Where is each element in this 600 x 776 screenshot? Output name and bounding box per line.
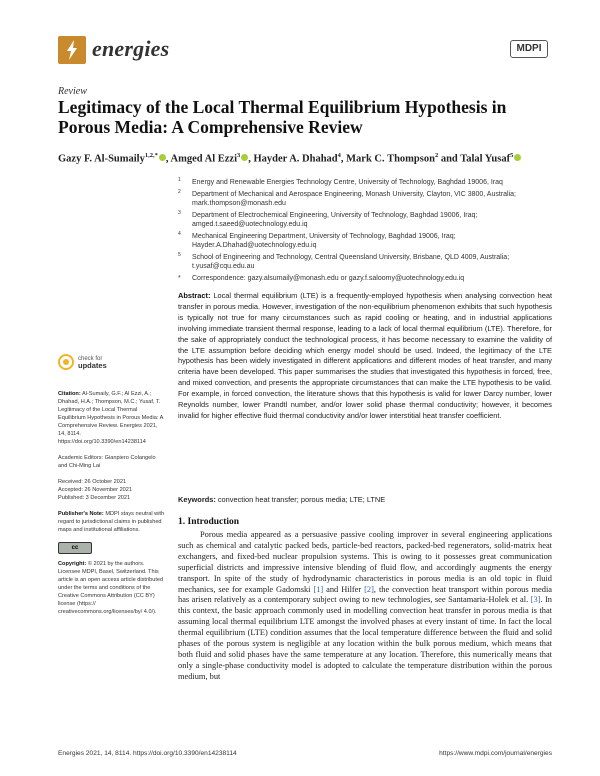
orcid-icon[interactable]	[159, 154, 166, 161]
article-type: Review	[58, 86, 87, 97]
author-name[interactable]: Amged Al Ezzi	[170, 153, 238, 165]
author-sup: 4	[337, 152, 341, 159]
author-name[interactable]: Mark C. Thompson	[346, 153, 435, 165]
citation-link[interactable]: [2]	[364, 584, 374, 594]
author-list: Gazy F. Al-Sumaily$^{1,2,*}$ , Amged Al Ezzi$^3$ , Hayder A. Dhahad$^4$, Mark C. Thompson$^2$ and Talal Yusaf$^5$	[58, 152, 558, 165]
abstract-text: Local thermal equilibrium (LTE) is a frequently-employed hypothesis when analysing convection heat transfer in porous media. However, investigation of the non-equilibrium phenomenon exhibits that such hypothesis is typically not true for many circumstances such as rapid cooling or heating, and in industrial applications involving immediate transient thermal response, leading to a lack of local thermal equilibrium (LTE). Therefore, for the sake of appropriately conduct the technological process, it has become necessary to examine the validity of the LTE assumption before deciding which energy model should be used. Indeed, the legitimacy of the LTE hypothesis has been widely investigated in different applications and different modes of heat transfer, and many criteria have been developed. This paper summarises the studies that investigated this hypothesis in forced, free, and mixed convection, and presents the appropriate circumstances that can make the LTE hypothesis to be valid. For example, in forced convection, the literature shows that this hypothesis is valid for lower Darcy number, lower Reynolds number, lower Prandtl number, and/or lower solid phase thermal conductivity; however, it becomes invalid for higher effective fluid thermal conductivity and/or lower interstitial heat transfer coefficient.	[178, 291, 552, 420]
citation-link[interactable]: [1]	[313, 584, 324, 594]
abstract	[178, 291, 552, 422]
abstract-label: Abstract:	[178, 291, 211, 300]
affiliation-item	[178, 253, 558, 271]
author-sup: 2	[434, 152, 439, 159]
correspondence-marker: *	[178, 274, 181, 282]
orcid-icon[interactable]	[241, 154, 248, 161]
cc-license-icon[interactable]: cc	[58, 542, 92, 554]
affiliation-number: 1	[178, 177, 181, 183]
affiliation-text: Mechanical Engineering Department, University of Technology, Baghdad 19006, Iraq; Hayder.A.Dhahad@uotechnology.edu.iq	[192, 232, 456, 249]
journal-header	[58, 34, 548, 74]
author-sup: 3	[237, 152, 241, 159]
author-name[interactable]: Talal Yusaf	[460, 153, 511, 165]
correspondence-item	[178, 274, 558, 283]
updates-label-top: check for	[78, 356, 103, 362]
page-footer	[58, 750, 552, 757]
affiliation-text: Department of Mechanical and Aerospace Engineering, Monash University, Clayton, VIC 3800, Australia; mark.thompson@monash.edu	[192, 190, 516, 207]
affiliation-number: 2	[178, 188, 181, 195]
publishers-note-text: MDPI stays neutral with regard to jurisdictional claims in published maps and institutional affiliations.	[58, 511, 165, 533]
section-heading-introduction: 1. Introduction	[178, 517, 240, 527]
intro-text: and Hilfer	[323, 584, 365, 594]
mdpi-logo[interactable]: MDPI	[510, 40, 548, 58]
affiliation-item	[178, 232, 558, 250]
affiliation-text: Department of Electrochemical Engineering, University of Technology, Baghdad 19006, Iraq; amged.t.saeed@uotechnology.edu.iq	[192, 211, 478, 228]
orcid-icon[interactable]	[514, 154, 521, 161]
affiliation-item	[178, 211, 558, 229]
journal-name: energies	[92, 36, 170, 61]
author-name[interactable]: Hayder A. Dhahad	[253, 153, 338, 165]
updates-label-bottom: updates	[78, 361, 107, 370]
citation-text: Al-Sumaily, G.F.; Al Ezzi, A.; Dhahad, H.A.; Thompson, M.C.; Yusaf, T. Legitimacy of the Local Thermal Equilibrium Hypothesis in Porous Media: A Comprehensive Review. Energies 2021, 14, 8114. https://doi.org/10.3390/en14238114	[58, 391, 164, 445]
introduction-paragraph	[178, 530, 552, 683]
affiliation-item	[178, 178, 558, 187]
accepted-date: Accepted: 26 November 2021	[58, 487, 133, 493]
footer-citation: Energies 2021, 14, 8114. https://doi.org/10.3390/en14238114	[58, 750, 237, 757]
check-for-updates-badge[interactable]	[58, 352, 166, 374]
affiliation-item	[178, 190, 558, 208]
dates-block	[58, 478, 166, 502]
intro-text: , the convection heat transport within porous media has arisen relatively as a contemporary subject owing to new technologies, see Santamaria-Holek et al.	[178, 584, 552, 605]
keywords	[178, 495, 552, 504]
copyright-label: Copyright:	[58, 561, 87, 567]
affiliation-number: 4	[178, 230, 181, 237]
citation-link[interactable]: [3]	[530, 595, 541, 605]
received-date: Received: 26 October 2021	[58, 479, 127, 485]
keywords-label: Keywords:	[178, 495, 216, 504]
intro-text: . In this context, the basic approach commonly used in modelling convection heat transfer in porous media is that assuming local thermal equilibrium LTE amongst the involved phases at every instant of time. In fact the local thermal equilibrium (LTE) condition assumes that the local temperature difference between the fluid and solid phases of the porous system is negligible at any location within the bulk porous medium, which means that both fluid and solid phases have the same temperature at any location. Therefore, this numerically means that only a single-phase conductivity model is adopted to calculate the temperature distribution within the porous medium, but	[178, 595, 552, 681]
publishers-note-label: Publisher's Note:	[58, 511, 104, 517]
correspondence-text: Correspondence: gazy.alsumaily@monash.edu or gazy.f.saloomy@uotechnology.edu.iq	[192, 274, 465, 282]
intro-text: Porous media appeared as a persuasive passive cooling improver in several engineering applications such as chemical and catalytic packed beds, particle-bed reactors, packed-bed regenerators, solid-matrix heat exchangers, and fixed-bed nuclear propulsion systems. This is owing to it possesses great communication superficial districts and impressive intensive blending of fluid flow, and accordingly augments the energy transport. In spite of the study of hydrodynamic characteristics in porous media is an old topic in fluid mechanics, see for example Gadomski	[178, 530, 552, 594]
published-date: Published: 3 December 2021	[58, 495, 131, 501]
publishers-note	[58, 510, 166, 534]
paper-title: Legitimacy of the Local Thermal Equilibrium Hypothesis in Porous Media: A Comprehensive Review	[58, 97, 507, 137]
affiliation-number: 5	[178, 251, 181, 258]
academic-editors: Academic Editors: Gianpiero Colangelo and Chi-Ming Lai	[58, 455, 156, 469]
author-sup: 1,2,*	[144, 152, 158, 159]
author-name[interactable]: Gazy F. Al-Sumaily	[58, 153, 145, 165]
affiliation-number: 3	[178, 209, 181, 216]
updates-icon	[58, 354, 74, 370]
keywords-text: convection heat transfer; porous media; LTE; LTNE	[217, 495, 386, 504]
sidebar	[58, 352, 166, 624]
copyright-text: © 2021 by the authors. Licensee MDPI, Basel, Switzerland. This article is an open access article distributed under the terms and conditions of the Creative Commons Attribution (CC BY) license (https:// creativecommons.org/licenses/by/ 4.0/).	[58, 561, 164, 615]
copyright-block	[58, 560, 166, 616]
affiliation-text: School of Engineering and Technology, Central Queensland University, Brisbane, QLD 4009, Australia; t.yusaf@cqu.edu.au	[192, 253, 510, 270]
footer-journal-url[interactable]: https://www.mdpi.com/journal/energies	[439, 750, 552, 757]
author-sup: 5	[510, 152, 514, 159]
affiliation-text: Energy and Renewable Energies Technology Centre, University of Technology, Baghdad 19006, Iraq	[192, 179, 503, 186]
citation-block	[58, 390, 166, 446]
citation-label: Citation:	[58, 391, 81, 397]
energies-logo-icon	[58, 36, 86, 64]
affiliations	[178, 178, 558, 286]
